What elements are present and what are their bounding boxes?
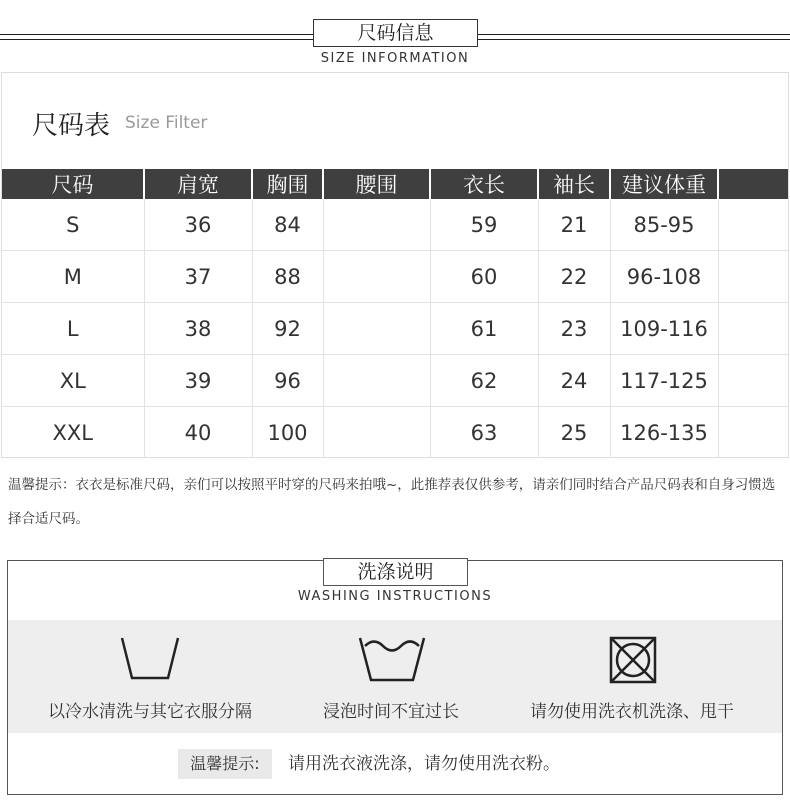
table-cell (718, 251, 788, 303)
table-row (2, 251, 788, 303)
size-note: 温馨提示：衣衣是标准尺码，亲们可以按照平时穿的尺码来拍哦~，此推荐表仅供参考，请亲们同时结合产品尺码表和自身习惯选择合适尺码。 (8, 477, 776, 527)
size-table-title-en: Size Filter (125, 113, 208, 133)
table-cell: XL (2, 355, 144, 407)
washing-tip-label: 温馨提示: (178, 749, 272, 779)
column-header-length: 衣长 (430, 169, 538, 199)
wash-instruction-label: 浸泡时间不宜过长 (323, 702, 459, 722)
table-cell (323, 407, 430, 459)
table-cell: 96-108 (610, 251, 718, 303)
table-cell: L (2, 303, 144, 355)
column-header-empty (718, 169, 788, 199)
table-cell: 25 (538, 407, 610, 459)
column-header-chest: 胸围 (252, 169, 323, 199)
table-cell: S (2, 199, 144, 251)
table-cell: 60 (430, 251, 538, 303)
table-cell: 21 (538, 199, 610, 251)
table-cell (718, 407, 788, 459)
washing-subtitle: WASHING INSTRUCTIONS (297, 589, 493, 604)
table-cell (323, 303, 430, 355)
column-header-weight: 建议体重 (610, 169, 718, 199)
table-cell: 100 (252, 407, 323, 459)
wash-instruction-label: 以冷水清洗与其它衣服分隔 (48, 702, 252, 722)
table-cell: 59 (430, 199, 538, 251)
column-header-size: 尺码 (2, 169, 144, 199)
table-cell: M (2, 251, 144, 303)
table-cell: 109-116 (610, 303, 718, 355)
table-cell: 61 (430, 303, 538, 355)
size-table (2, 169, 788, 458)
table-cell: 63 (430, 407, 538, 459)
wash-tub-icon (118, 636, 182, 682)
table-cell: 84 (252, 199, 323, 251)
table-cell: 96 (252, 355, 323, 407)
column-header-shoulder: 肩宽 (144, 169, 252, 199)
table-cell: 36 (144, 199, 252, 251)
washing-tip-text: 请用洗衣液洗涤，请勿使用洗衣粉。 (288, 754, 560, 774)
table-row (2, 303, 788, 355)
size-info-title: 尺码信息 (313, 19, 478, 47)
table-cell: XXL (2, 407, 144, 459)
table-cell (718, 355, 788, 407)
table-cell (718, 303, 788, 355)
size-table-title: 尺码表 (32, 111, 111, 141)
table-row (2, 355, 788, 407)
table-cell: 24 (538, 355, 610, 407)
size-info-subtitle: SIZE INFORMATION (320, 51, 470, 66)
size-table-header (2, 169, 788, 199)
table-cell: 37 (144, 251, 252, 303)
table-cell (718, 199, 788, 251)
table-cell: 92 (252, 303, 323, 355)
table-cell: 85-95 (610, 199, 718, 251)
column-header-sleeve: 袖长 (538, 169, 610, 199)
table-cell: 22 (538, 251, 610, 303)
table-row (2, 199, 788, 251)
table-cell: 23 (538, 303, 610, 355)
column-header-waist: 腰围 (323, 169, 430, 199)
table-cell: 126-135 (610, 407, 718, 459)
table-cell (323, 251, 430, 303)
table-cell: 38 (144, 303, 252, 355)
table-cell: 39 (144, 355, 252, 407)
wash-water-icon (356, 634, 428, 684)
table-cell: 117-125 (610, 355, 718, 407)
table-cell (323, 199, 430, 251)
table-cell (323, 355, 430, 407)
wash-instruction-label: 请勿使用洗衣机洗涤、甩干 (530, 702, 734, 722)
table-cell: 40 (144, 407, 252, 459)
table-row (2, 407, 788, 459)
washing-title: 洗涤说明 (323, 558, 468, 586)
table-cell: 62 (430, 355, 538, 407)
table-cell: 88 (252, 251, 323, 303)
no-tumble-dry-icon (609, 636, 657, 684)
